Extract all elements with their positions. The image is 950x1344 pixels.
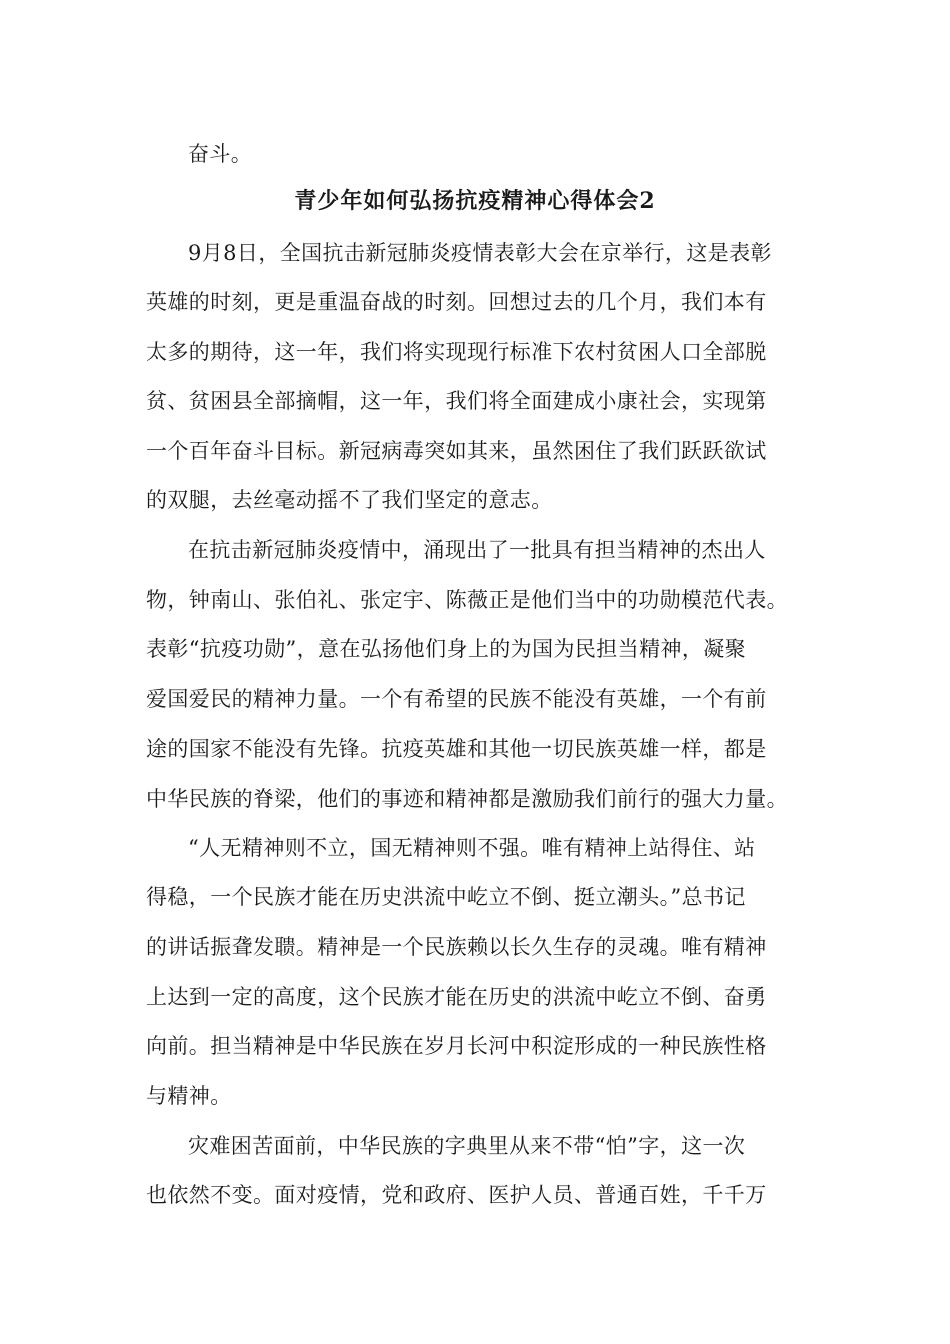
paragraph-line: 中华民族的脊梁，他们的事迹和精神都是激励我们前行的强大力量。 xyxy=(146,787,788,811)
paragraph-line: 的双腿，去丝毫动摇不了我们坚定的意志。 xyxy=(146,488,553,512)
paragraph-line: 爱国爱民的精神力量。一个有希望的民族不能没有英雄，一个有前 xyxy=(146,687,767,711)
paragraph-line: 灾难困苦面前，中华民族的字典里从来不带“怕”字，这一次 xyxy=(188,1134,746,1158)
paragraph-line: 在抗击新冠肺炎疫情中，涌现出了一批具有担当精神的杰出人 xyxy=(188,538,766,562)
paragraph-line: 贫、贫困县全部摘帽，这一年，我们将全面建成小康社会，实现第 xyxy=(146,389,767,413)
paragraph-line: 也依然不变。面对疫情，党和政府、医护人员、普通百姓，千千万 xyxy=(146,1183,767,1207)
paragraph-line: 一个百年奋斗目标。新冠病毒突如其来，虽然困住了我们跃跃欲试 xyxy=(146,439,767,463)
paragraph-line: 的讲话振聋发聩。精神是一个民族赖以长久生存的灵魂。唯有精神 xyxy=(146,935,767,959)
paragraph-line: 上达到一定的高度，这个民族才能在历史的洪流中屹立不倒、奋勇 xyxy=(146,985,767,1009)
paragraph-line: “人无精神则不立，国无精神则不强。唯有精神上站得住、站 xyxy=(188,836,756,860)
paragraph-line: 太多的期待，这一年，我们将实现现行标准下农村贫困人口全部脱 xyxy=(146,340,767,364)
paragraph-line: 英雄的时刻，更是重温奋战的时刻。回想过去的几个月，我们本有 xyxy=(146,290,767,314)
paragraph-line: 表彰“抗疫功勋”，意在弘扬他们身上的为国为民担当精神，凝聚 xyxy=(146,637,747,661)
paragraph-line: 得稳，一个民族才能在历史洪流中屹立不倒、挺立潮头。”总书记 xyxy=(146,885,746,909)
paragraph-line: 与精神。 xyxy=(146,1084,232,1108)
paragraph-line: 向前。担当精神是中华民族在岁月长河中积淀形成的一种民族性格 xyxy=(146,1034,767,1058)
paragraph-line: 物，钟南山、张伯礼、张定宇、陈薇正是他们当中的功勋模范代表。 xyxy=(146,588,788,612)
paragraph-line: 9月8日，全国抗击新冠肺炎疫情表彰大会在京举行，这是表彰 xyxy=(188,241,772,265)
document-title: 青少年如何弘扬抗疫精神心得体会2 xyxy=(294,188,656,214)
paragraph-line: 途的国家不能没有先锋。抗疫英雄和其他一切民族英雄一样，都是 xyxy=(146,737,767,761)
previous-paragraph-tail: 奋斗。 xyxy=(188,142,253,166)
